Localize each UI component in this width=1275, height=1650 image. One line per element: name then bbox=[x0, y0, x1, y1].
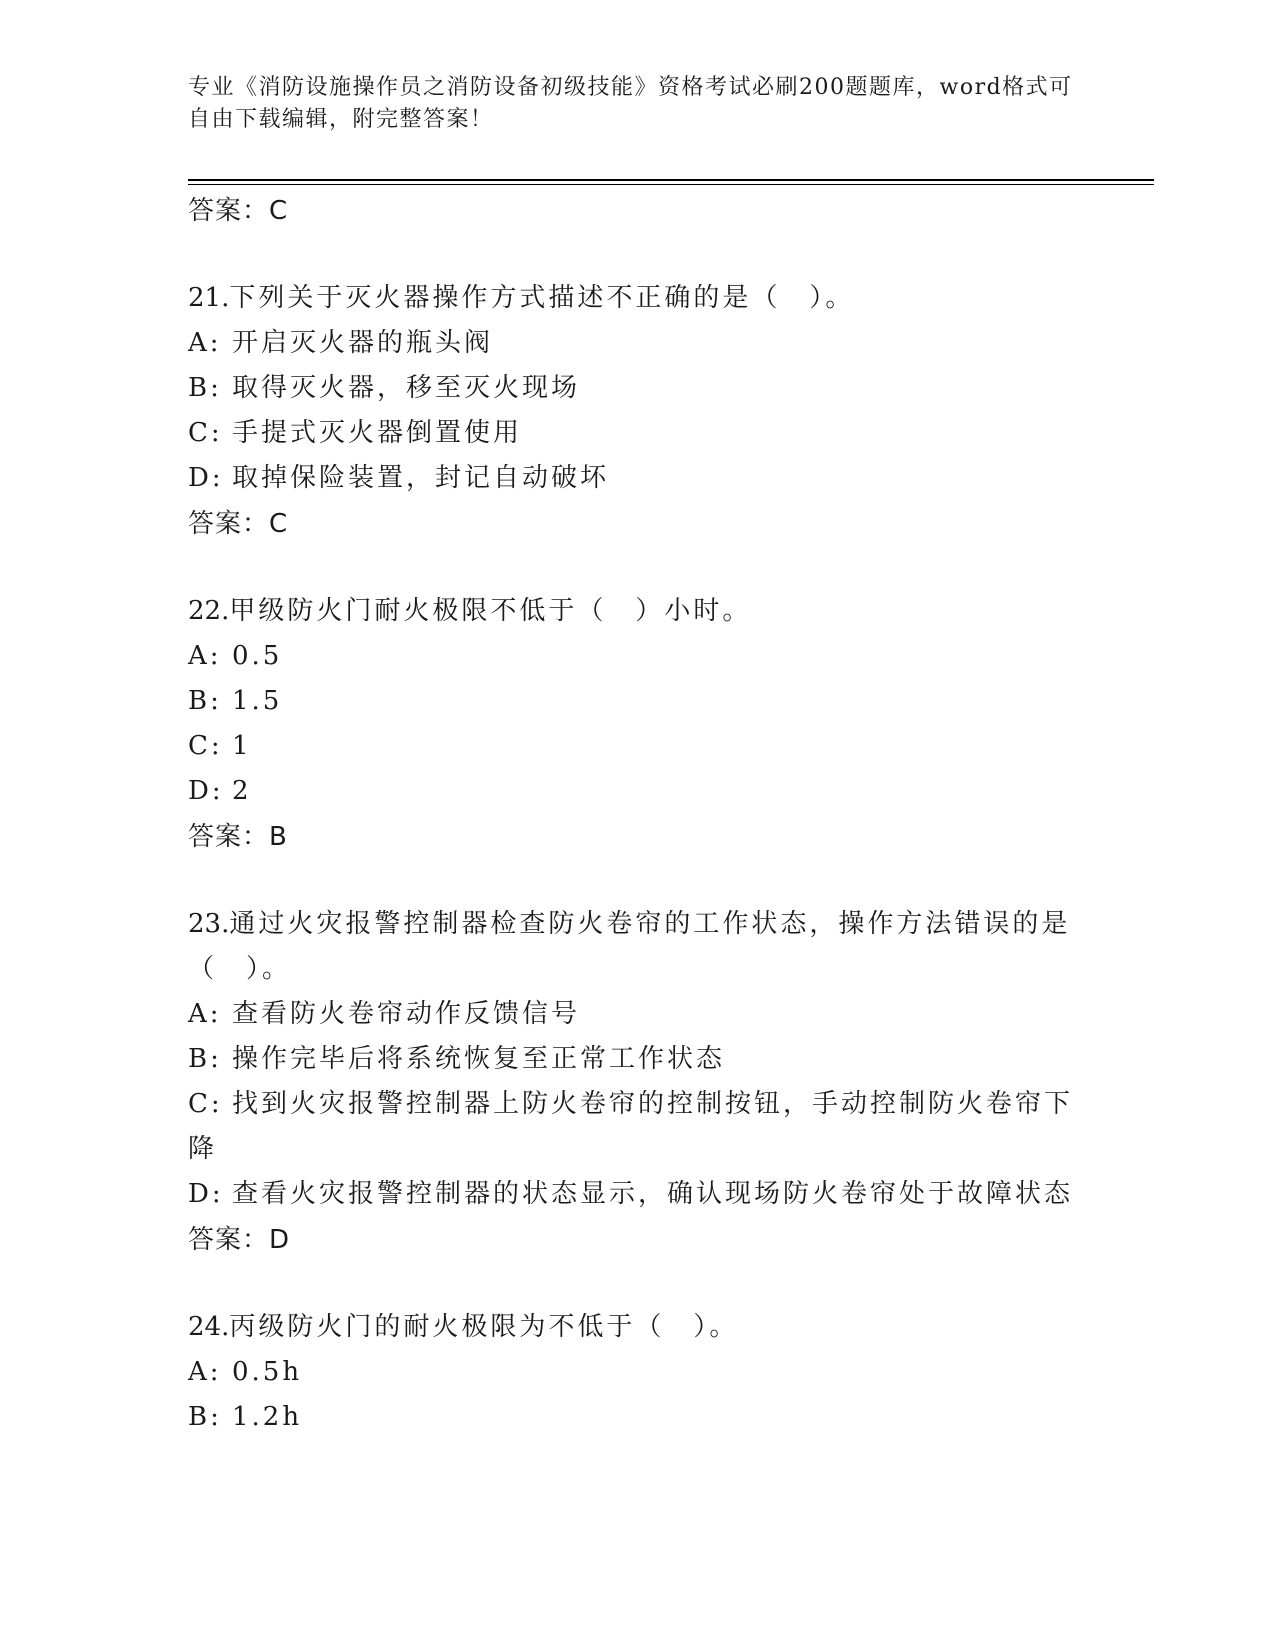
answer-q23: 答案：D bbox=[188, 1225, 291, 1255]
option-text: 0.5 bbox=[232, 641, 283, 671]
option-key: D: bbox=[188, 463, 224, 493]
question-number: 22. bbox=[188, 596, 230, 626]
header-divider-thin bbox=[188, 184, 1154, 185]
answer-q20: 答案：C bbox=[188, 196, 289, 226]
option-key: D: bbox=[188, 776, 224, 806]
option-key: A: bbox=[188, 641, 222, 671]
option-key: D: bbox=[188, 1179, 224, 1209]
option-text: 取得灭火器，移至灭火现场 bbox=[232, 373, 581, 403]
option-b bbox=[188, 1395, 1088, 1440]
option-a bbox=[188, 321, 1088, 366]
question-number: 24. bbox=[188, 1312, 230, 1342]
option-text: 手提式灭火器倒置使用 bbox=[232, 418, 523, 448]
option-d bbox=[188, 769, 1088, 814]
header-divider-thick bbox=[188, 179, 1154, 181]
option-text: 1 bbox=[232, 731, 252, 761]
option-text: 开启灭火器的瓶头阀 bbox=[232, 328, 494, 358]
answer-q21: 答案：C bbox=[188, 509, 289, 539]
option-key: B: bbox=[188, 373, 222, 403]
question-23 bbox=[188, 902, 1088, 1263]
question-stem bbox=[188, 276, 1088, 321]
option-key: B: bbox=[188, 1044, 222, 1074]
option-key: C: bbox=[188, 418, 223, 448]
option-text: 查看火灾报警控制器的状态显示，确认现场防火卷帘处于故障状态 bbox=[232, 1179, 1074, 1209]
option-key: C: bbox=[188, 1089, 223, 1119]
question-21 bbox=[188, 276, 1088, 547]
option-b bbox=[188, 366, 1088, 411]
option-b bbox=[188, 1037, 1088, 1082]
question-22 bbox=[188, 589, 1088, 860]
document-header: 专业《消防设施操作员之消防设备初级技能》资格考试必刷200题题库，word格式可自由下载编辑，附完整答案！ bbox=[188, 75, 1073, 132]
question-text: 通过火灾报警控制器检查防火卷帘的工作状态，操作方法错误的是（ ）。 bbox=[188, 909, 1071, 984]
option-text: 找到火灾报警控制器上防火卷帘的控制按钮，手动控制防火卷帘下降 bbox=[188, 1089, 1074, 1164]
option-c bbox=[188, 411, 1088, 456]
question-text: 下列关于灭火器操作方式描述不正确的是（ ）。 bbox=[229, 283, 855, 313]
option-text: 2 bbox=[232, 776, 252, 806]
question-number: 21. bbox=[188, 283, 230, 313]
option-c bbox=[188, 724, 1088, 769]
question-24 bbox=[188, 1305, 1088, 1440]
option-d bbox=[188, 456, 1088, 501]
option-a bbox=[188, 1350, 1088, 1395]
question-stem bbox=[188, 1305, 1088, 1350]
option-key: A: bbox=[188, 1357, 222, 1387]
option-key: A: bbox=[188, 328, 222, 358]
question-stem bbox=[188, 589, 1088, 634]
option-key: B: bbox=[188, 1402, 222, 1432]
option-d bbox=[188, 1172, 1088, 1217]
question-number: 23. bbox=[188, 909, 230, 939]
question-list bbox=[188, 188, 1088, 1440]
option-c bbox=[188, 1082, 1088, 1172]
option-text: 查看防火卷帘动作反馈信号 bbox=[232, 999, 581, 1029]
option-text: 1.5 bbox=[232, 686, 283, 716]
option-text: 操作完毕后将系统恢复至正常工作状态 bbox=[232, 1044, 726, 1074]
option-a bbox=[188, 992, 1088, 1037]
option-b bbox=[188, 679, 1088, 724]
question-text: 丙级防火门的耐火极限为不低于（ ）。 bbox=[229, 1312, 739, 1342]
option-key: B: bbox=[188, 686, 222, 716]
option-text: 0.5h bbox=[232, 1357, 303, 1387]
option-a bbox=[188, 634, 1088, 679]
option-text: 1.2h bbox=[232, 1402, 303, 1432]
option-key: A: bbox=[188, 999, 222, 1029]
answer-q22: 答案：B bbox=[188, 822, 288, 852]
question-stem bbox=[188, 902, 1088, 992]
option-key: C: bbox=[188, 731, 223, 761]
option-text: 取掉保险装置，封记自动破坏 bbox=[232, 463, 610, 493]
question-text: 甲级防火门耐火极限不低于（ ）小时。 bbox=[229, 596, 752, 626]
